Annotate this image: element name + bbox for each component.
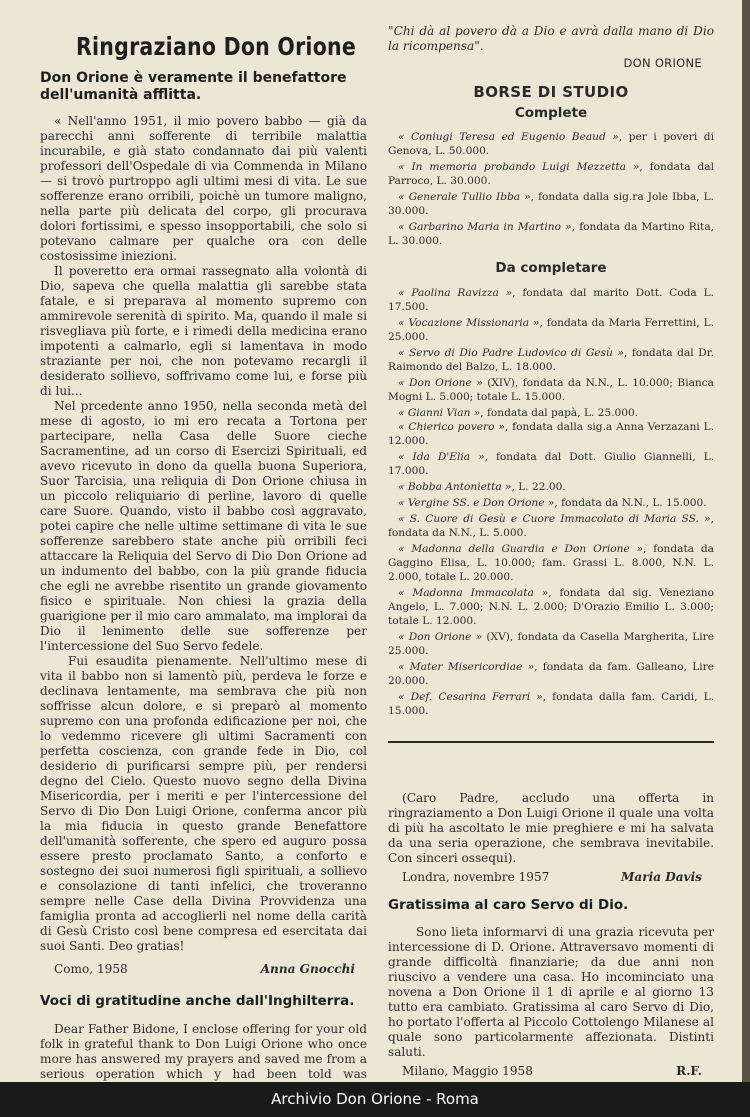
list-item: « S. Cuore di Gesù e Cuore Immacolato di Maria SS. », fondata da N.N., L. 5.000. [388, 513, 714, 539]
archive-footer [0, 1082, 750, 1117]
column-divider [388, 741, 714, 743]
list-item: « Coniugi Teresa ed Eugenio Beaud », per i poveri di Genova, L. 50.000. [388, 131, 714, 157]
list-item: « Garbarino Maria in Martino », fondata da Martino Rita, L. 30.000. [388, 221, 714, 247]
article-title: Ringraziano Don Orione [76, 32, 357, 61]
signature-row [388, 870, 714, 885]
paragraph: (Caro Padre, accludo una offerta in ringraziamento a Don Luigi Orione il quale una volta di più ha ascoltato le mie preghiere e mi ha salvata da una seria operazione, che sembrava inevitabile. Con sinceri ossequi). [388, 791, 714, 865]
list-item: « Vocazione Missionaria », fondata da Maria Ferrettini, L. 25.000. [388, 317, 714, 343]
paragraph: Nel prcedente anno 1950, nella seconda metà del mese di agosto, io mi ero recata a Tortona per partecipare, nella Casa delle Suore cieche Sacramentine, ad un corso di Esercizi Spirituali, ed avevo ricevuto in dono da quella buona Superiora, Suor Tarcisia, una reliquia di Don Orione chiusa in un piccolo reliquiario di perline, lavoro di quelle care Suore. Quando, visto il babbo così aggravato, potei capire che nelle ultime settimane di vita le sue sofferenze sarebbero state anche più orribili feci attaccare la Reliquia del Servo di Dio Don Orione ad un indumento del babbo, con la più grande fiducia che egli ne avrebbe risentito un grande giovamento fisico e spirituale. Non chiesi la grazia della guarigione per il mio caro ammalato, ma implorai da Dio il lenimento delle sue sofferenze per l'intercessione del Suo Servo fedele. [40, 399, 367, 653]
list-item: « Def. Cesarina Ferrari », fondata dalla fam. Caridi, L. 15.000. [388, 691, 714, 717]
incomplete-list [388, 286, 714, 718]
paragraph: Sono lieta informarvi di una grazia ricevuta per intercessione di D. Orione. Attraversavo momenti di grande difficoltà finanziarie; da due anni non riuscivo a vendere una casa. Ho incominciato una novena a Don Orione il 1 di aprile e al giorno 13 tutto era cambiato. Gratissima al caro Servo di Dio, ho portato l'offerta al Piccolo Cottolengo Milanese al quale sono particolarmente affezionata. Distinti saluti. [388, 925, 714, 1059]
complete-heading: Complete [514, 105, 588, 121]
list-item: « Paolina Ravizza », fondata dal marito Dott. Coda L. 17.500. [388, 287, 714, 313]
article-subtitle: Don Orione è veramente il benefattore dell'umanità afflitta. [40, 70, 347, 103]
article-title: Voci di gratitudine anche dall'Inghilterra. [40, 993, 355, 1009]
signature-row [388, 1064, 714, 1079]
list-item: « Madonna Immacolata », fondata dal sig. Veneziano Angelo, L. 7.000; N.N. L. 2.000; D'Orazio Emilio L. 3.000; totale L. 12.000. [388, 587, 714, 627]
signature: R.F. [676, 1064, 702, 1078]
list-item: « Mater Misericordiae », fondata da fam. Galleano, Lire 20.000. [388, 661, 714, 687]
list-item: « Chierico povero », fondata dalla sig.a Anna Verzazani L. 12.000. [388, 421, 714, 447]
list-item: « Ida D'Elia », fondata dal Dott. Giulio Giannelli, L. 17.000. [388, 451, 714, 477]
quote: "Chi dà al povero dà a Dio e avrà dalla mano di Dio la ricompensa". [388, 24, 714, 53]
list-item: « Generale Tullio Ibba », fondata dalla sig.ra Jole Ibba, L. 30.000. [388, 191, 714, 217]
right-column-bottom [388, 755, 714, 1079]
list-item: « Servo di Dio Padre Ludovico di Gesù », fondata dal Dr. Raimondo del Balzo, L. 18.000. [388, 347, 714, 373]
list-item: « Madonna della Guardia e Don Orione », fondata da Gaggino Elisa, L. 10.000; fam. Grassi L. 8.000, N.N. L. 2.000, totale L. 20.000. [388, 543, 714, 583]
incomplete-heading: Da completare [495, 260, 607, 276]
list-item: « Vergine SS. e Don Orione », fondata da N.N., L. 15.000. [398, 497, 707, 509]
scholarships-title: BORSE DI STUDIO [473, 83, 629, 101]
paragraph: Dear Father Bidone, I enclose offering for your old folk in grateful thank to Don Luigi Orione who once more has answered my prayers and saved me from a serious operation which y had been told was [40, 1022, 367, 1081]
list-item: « Gianni Vian », fondata dal papà, L. 25.000. [398, 407, 639, 419]
left-column [40, 30, 367, 1081]
paragraph: « Nell'anno 1951, il mio povero babbo — già da parecchi anni sofferente di terribile malattia incurabile, e già stato condannato dai più valenti professori dell'Ospedale di via Commenda in Milano — si trovò purtroppo agli ultimi mesi di vita. Le sue sofferenze erano orribili, poichè un tumore maligno, nella parte più delicata del corpo, gli procurava dolori fortissimi, e spesso insopportabili, che solo si potevano calmare per qualche ora con delle costosissime iniezioni. [40, 114, 367, 263]
list-item: « Bobba Antonietta », L. 22.00. [398, 481, 566, 493]
paragraph: Fui esaudita pienamente. Nell'ultimo mese di vita il babbo non si lamentò più, perdeva le forze e declinava lentamente, ma sembrava che più non soffrisse alcun dolore, e si preparò al momento supremo con una profonda edificazione per noi, che lo vedemmo ricevere gli ultimi Sacramenti con perfetta coscienza, con grande fede in Dio, col desiderio di purificarsi sempre più, per rendersi degno del Cielo. Questo nuovo segno della Divina Misericordia, per i meriti e per l'intercessione del Servo di Dio Don Luigi Orione, conferma ancor più la mia fiducia in questo grande Benefattore dell'umanità sofferente, che spero ed auguro possa essere presto proclamato Santo, a conforto e sostegno dei suoi numerosi figli spirituali, a sollievo e consolazione di tanti infelici, che troveranno sempre nelle Case della Divina Provvidenza una famiglia pronta ad accoglierli nel nome della carità di Gesù Cristo così bene compresa ed esercitata dai suoi Santi. Deo gratias! [40, 654, 367, 953]
right-column-top [388, 24, 714, 720]
place-date: Como, 1958 [54, 962, 128, 976]
paragraph: Il poveretto era ormai rassegnato alla volontà di Dio, sapeva che quella malattia gli sarebbe stata fatale, e si preparava al momento supremo con ammirevole serenità di spirito. Ma, quando il male si risvegliava più forte, e i rimedi della medicina erano impotenti a calmarlo, egli si lamentava in modo straziante per noi, che non potevamo recargli il desiderato sollievo, soffrivamo come lui, e forse più di lui... [40, 264, 367, 398]
list-item: « Don Orione » (XIV), fondata da N.N., L. 10.000; Bianca Mogni L. 5.000; totale L. 15.000. [388, 377, 714, 403]
article-title: Gratissima al caro Servo di Dio. [388, 897, 629, 913]
list-item: « In memoria probando Luigi Mezzetta », fondata dal Parroco, L. 30.000. [388, 161, 714, 187]
signature-row [40, 962, 367, 977]
quote-author: DON ORIONE [623, 56, 702, 70]
footer-text: Archivio Don Orione - Roma [271, 1090, 479, 1108]
signature: Maria Davis [621, 870, 702, 884]
place-date: Londra, novembre 1957 [402, 870, 550, 884]
page-edge [742, 0, 750, 1082]
place-date: Milano, Maggio 1958 [402, 1064, 533, 1078]
list-item: « Don Orione » (XV), fondata da Casella Margherita, Lire 25.000. [388, 631, 715, 657]
signature: Anna Gnocchi [260, 962, 355, 976]
complete-list [388, 130, 714, 248]
